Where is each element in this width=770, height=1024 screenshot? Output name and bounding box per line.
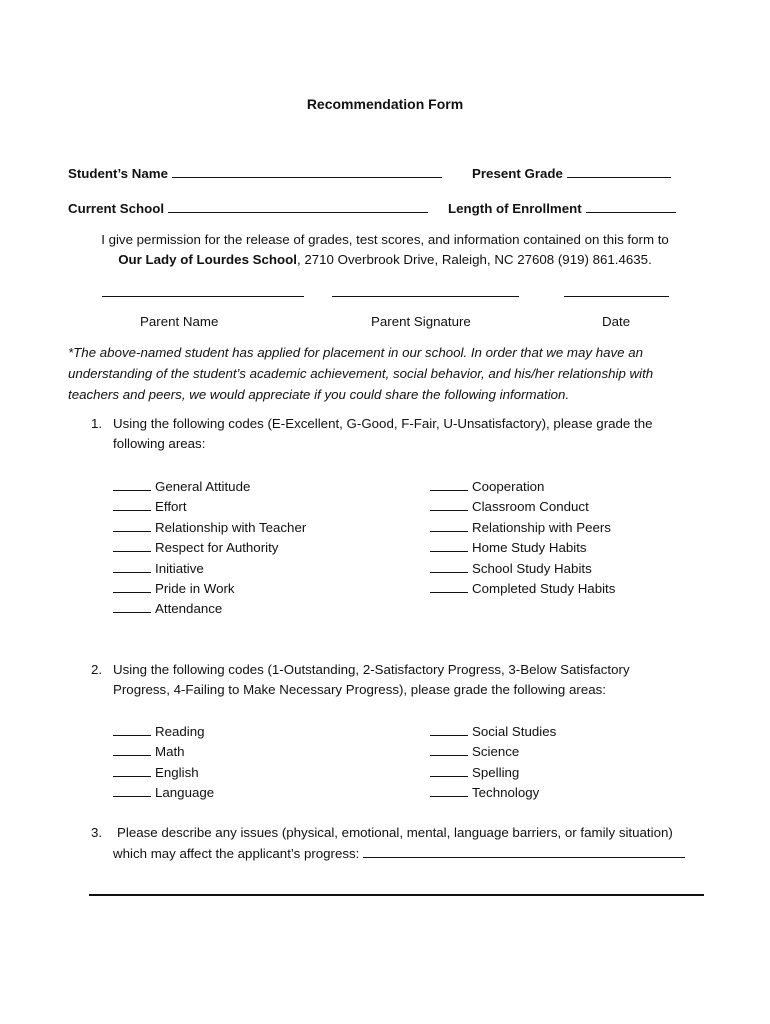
rating-label: Respect for Authority bbox=[155, 540, 279, 556]
rating-item[interactable] bbox=[113, 498, 306, 518]
rating-blank[interactable] bbox=[113, 764, 151, 777]
permission-line-1: I give permission for the release of grades, test scores, and information contained on this form to bbox=[101, 232, 669, 247]
present-grade-label: Present Grade bbox=[472, 166, 563, 181]
rating-blank[interactable] bbox=[430, 723, 468, 736]
page-title: Recommendation Form bbox=[306, 96, 464, 112]
section-3-line-1: Please describe any issues (physical, emotional, mental, language barriers, or family situation) bbox=[117, 825, 673, 840]
rating-blank[interactable] bbox=[113, 519, 151, 532]
rating-label: Home Study Habits bbox=[472, 540, 587, 556]
rating-blank[interactable] bbox=[430, 498, 468, 511]
parent-name-caption: Parent Name bbox=[140, 314, 219, 329]
current-school-field[interactable] bbox=[68, 200, 432, 216]
rating-item[interactable] bbox=[113, 580, 306, 600]
rating-blank[interactable] bbox=[430, 519, 468, 532]
rating-item[interactable] bbox=[430, 743, 556, 763]
rating-item[interactable] bbox=[430, 560, 615, 580]
section-3-number: 3. bbox=[91, 825, 103, 840]
current-school-input[interactable] bbox=[168, 200, 428, 213]
rating-blank[interactable] bbox=[113, 478, 151, 491]
rating-item[interactable] bbox=[430, 580, 615, 600]
section-2-line-2: Progress, 4-Failing to Make Necessary Progress), please grade the following areas: bbox=[113, 682, 606, 697]
section-2-number: 2. bbox=[91, 662, 103, 677]
rating-blank[interactable] bbox=[430, 560, 468, 573]
section-3-line-2-field[interactable] bbox=[113, 845, 689, 861]
rating-item[interactable] bbox=[113, 539, 306, 559]
rating-item[interactable] bbox=[430, 723, 556, 743]
rating-label: Attendance bbox=[155, 601, 223, 617]
rating-label: Cooperation bbox=[472, 479, 545, 494]
school-address: , 2710 Overbrook Drive, Raleigh, NC 27608 (919) 861.4635. bbox=[296, 252, 652, 267]
rating-blank[interactable] bbox=[113, 498, 151, 511]
rating-blank[interactable] bbox=[113, 560, 151, 573]
rating-item[interactable] bbox=[113, 478, 306, 498]
rating-item[interactable] bbox=[430, 478, 615, 498]
rating-blank[interactable] bbox=[113, 539, 151, 552]
rating-label: Science bbox=[472, 744, 520, 760]
rating-item[interactable] bbox=[113, 723, 214, 743]
rating-item[interactable] bbox=[113, 743, 214, 763]
section-3-line-2: which may affect the applicant’s progress: bbox=[113, 846, 360, 861]
current-school-label: Current School bbox=[68, 201, 165, 216]
rating-blank[interactable] bbox=[113, 743, 151, 756]
rating-label: Relationship with Peers bbox=[472, 519, 611, 535]
rating-label: Language bbox=[155, 785, 215, 801]
intro-line: *The above-named student has applied for placement in our school. In order that we may have an bbox=[68, 345, 644, 360]
rating-label: Completed Study Habits bbox=[472, 580, 616, 596]
rating-label: Technology bbox=[472, 785, 540, 801]
section-2-left-list bbox=[113, 723, 214, 805]
parent-name-line[interactable] bbox=[102, 296, 304, 297]
rating-item[interactable] bbox=[113, 764, 214, 784]
intro-paragraph bbox=[68, 342, 653, 405]
rating-item[interactable] bbox=[430, 764, 556, 784]
rating-label: Effort bbox=[155, 499, 187, 515]
rating-label: Initiative bbox=[155, 560, 204, 576]
length-enrollment-label: Length of Enrollment bbox=[448, 201, 582, 216]
section-1-number: 1. bbox=[91, 416, 103, 431]
section-1-left-list bbox=[113, 478, 306, 621]
rating-blank[interactable] bbox=[113, 784, 151, 797]
intro-line: understanding of the student’s academic achievement, social behavior, and his/her relationship with bbox=[68, 366, 654, 381]
student-name-label: Student’s Name bbox=[68, 166, 168, 181]
permission-line-2 bbox=[0, 252, 770, 267]
issues-input[interactable] bbox=[363, 845, 685, 858]
rating-blank[interactable] bbox=[430, 743, 468, 756]
rating-item[interactable] bbox=[113, 784, 214, 804]
rating-label: Spelling bbox=[472, 764, 520, 780]
length-enrollment-field[interactable] bbox=[448, 200, 680, 216]
rating-label: General Attitude bbox=[155, 479, 251, 494]
rating-blank[interactable] bbox=[113, 723, 151, 736]
date-caption: Date bbox=[602, 314, 631, 329]
rating-item[interactable] bbox=[430, 498, 615, 518]
rating-item[interactable] bbox=[113, 600, 306, 620]
rating-label: Pride in Work bbox=[155, 580, 235, 596]
rating-label: Relationship with Teacher bbox=[155, 519, 307, 535]
rating-blank[interactable] bbox=[430, 539, 468, 552]
length-enrollment-input[interactable] bbox=[586, 200, 676, 213]
rating-label: School Study Habits bbox=[472, 560, 592, 576]
rating-item[interactable] bbox=[430, 784, 556, 804]
rating-blank[interactable] bbox=[113, 600, 151, 613]
rating-blank[interactable] bbox=[430, 784, 468, 797]
present-grade-input[interactable] bbox=[567, 165, 671, 178]
section-1-right-list bbox=[430, 478, 615, 600]
rating-item[interactable] bbox=[430, 519, 615, 539]
section-1-line-2: following areas: bbox=[113, 436, 206, 451]
intro-line: teachers and peers, we would appreciate if you could share the following information. bbox=[68, 387, 570, 402]
rating-blank[interactable] bbox=[430, 764, 468, 777]
rating-item[interactable] bbox=[430, 539, 615, 559]
rating-label: English bbox=[155, 764, 199, 780]
date-line[interactable] bbox=[564, 296, 669, 297]
student-name-input[interactable] bbox=[172, 165, 442, 178]
issues-answer-line[interactable] bbox=[89, 894, 704, 896]
rating-label: Math bbox=[155, 744, 185, 760]
school-name: Our Lady of Lourdes School bbox=[118, 252, 297, 267]
present-grade-field[interactable] bbox=[472, 165, 675, 181]
rating-blank[interactable] bbox=[430, 580, 468, 593]
rating-label: Classroom Conduct bbox=[472, 499, 589, 515]
rating-item[interactable] bbox=[113, 560, 306, 580]
section-1-line-1: Using the following codes (E-Excellent, G-Good, F-Fair, U-Unsatisfactory), please grade the bbox=[113, 416, 653, 431]
rating-label: Reading bbox=[155, 724, 205, 739]
parent-signature-caption: Parent Signature bbox=[371, 314, 471, 329]
rating-label: Social Studies bbox=[472, 724, 557, 739]
rating-item[interactable] bbox=[113, 519, 306, 539]
rating-blank[interactable] bbox=[113, 580, 151, 593]
student-name-field[interactable] bbox=[68, 165, 446, 181]
rating-blank[interactable] bbox=[430, 478, 468, 491]
section-2-right-list bbox=[430, 723, 556, 805]
section-2-line-1: Using the following codes (1-Outstanding, 2-Satisfactory Progress, 3-Below Satisfactory bbox=[113, 662, 630, 677]
parent-signature-line[interactable] bbox=[332, 296, 519, 297]
